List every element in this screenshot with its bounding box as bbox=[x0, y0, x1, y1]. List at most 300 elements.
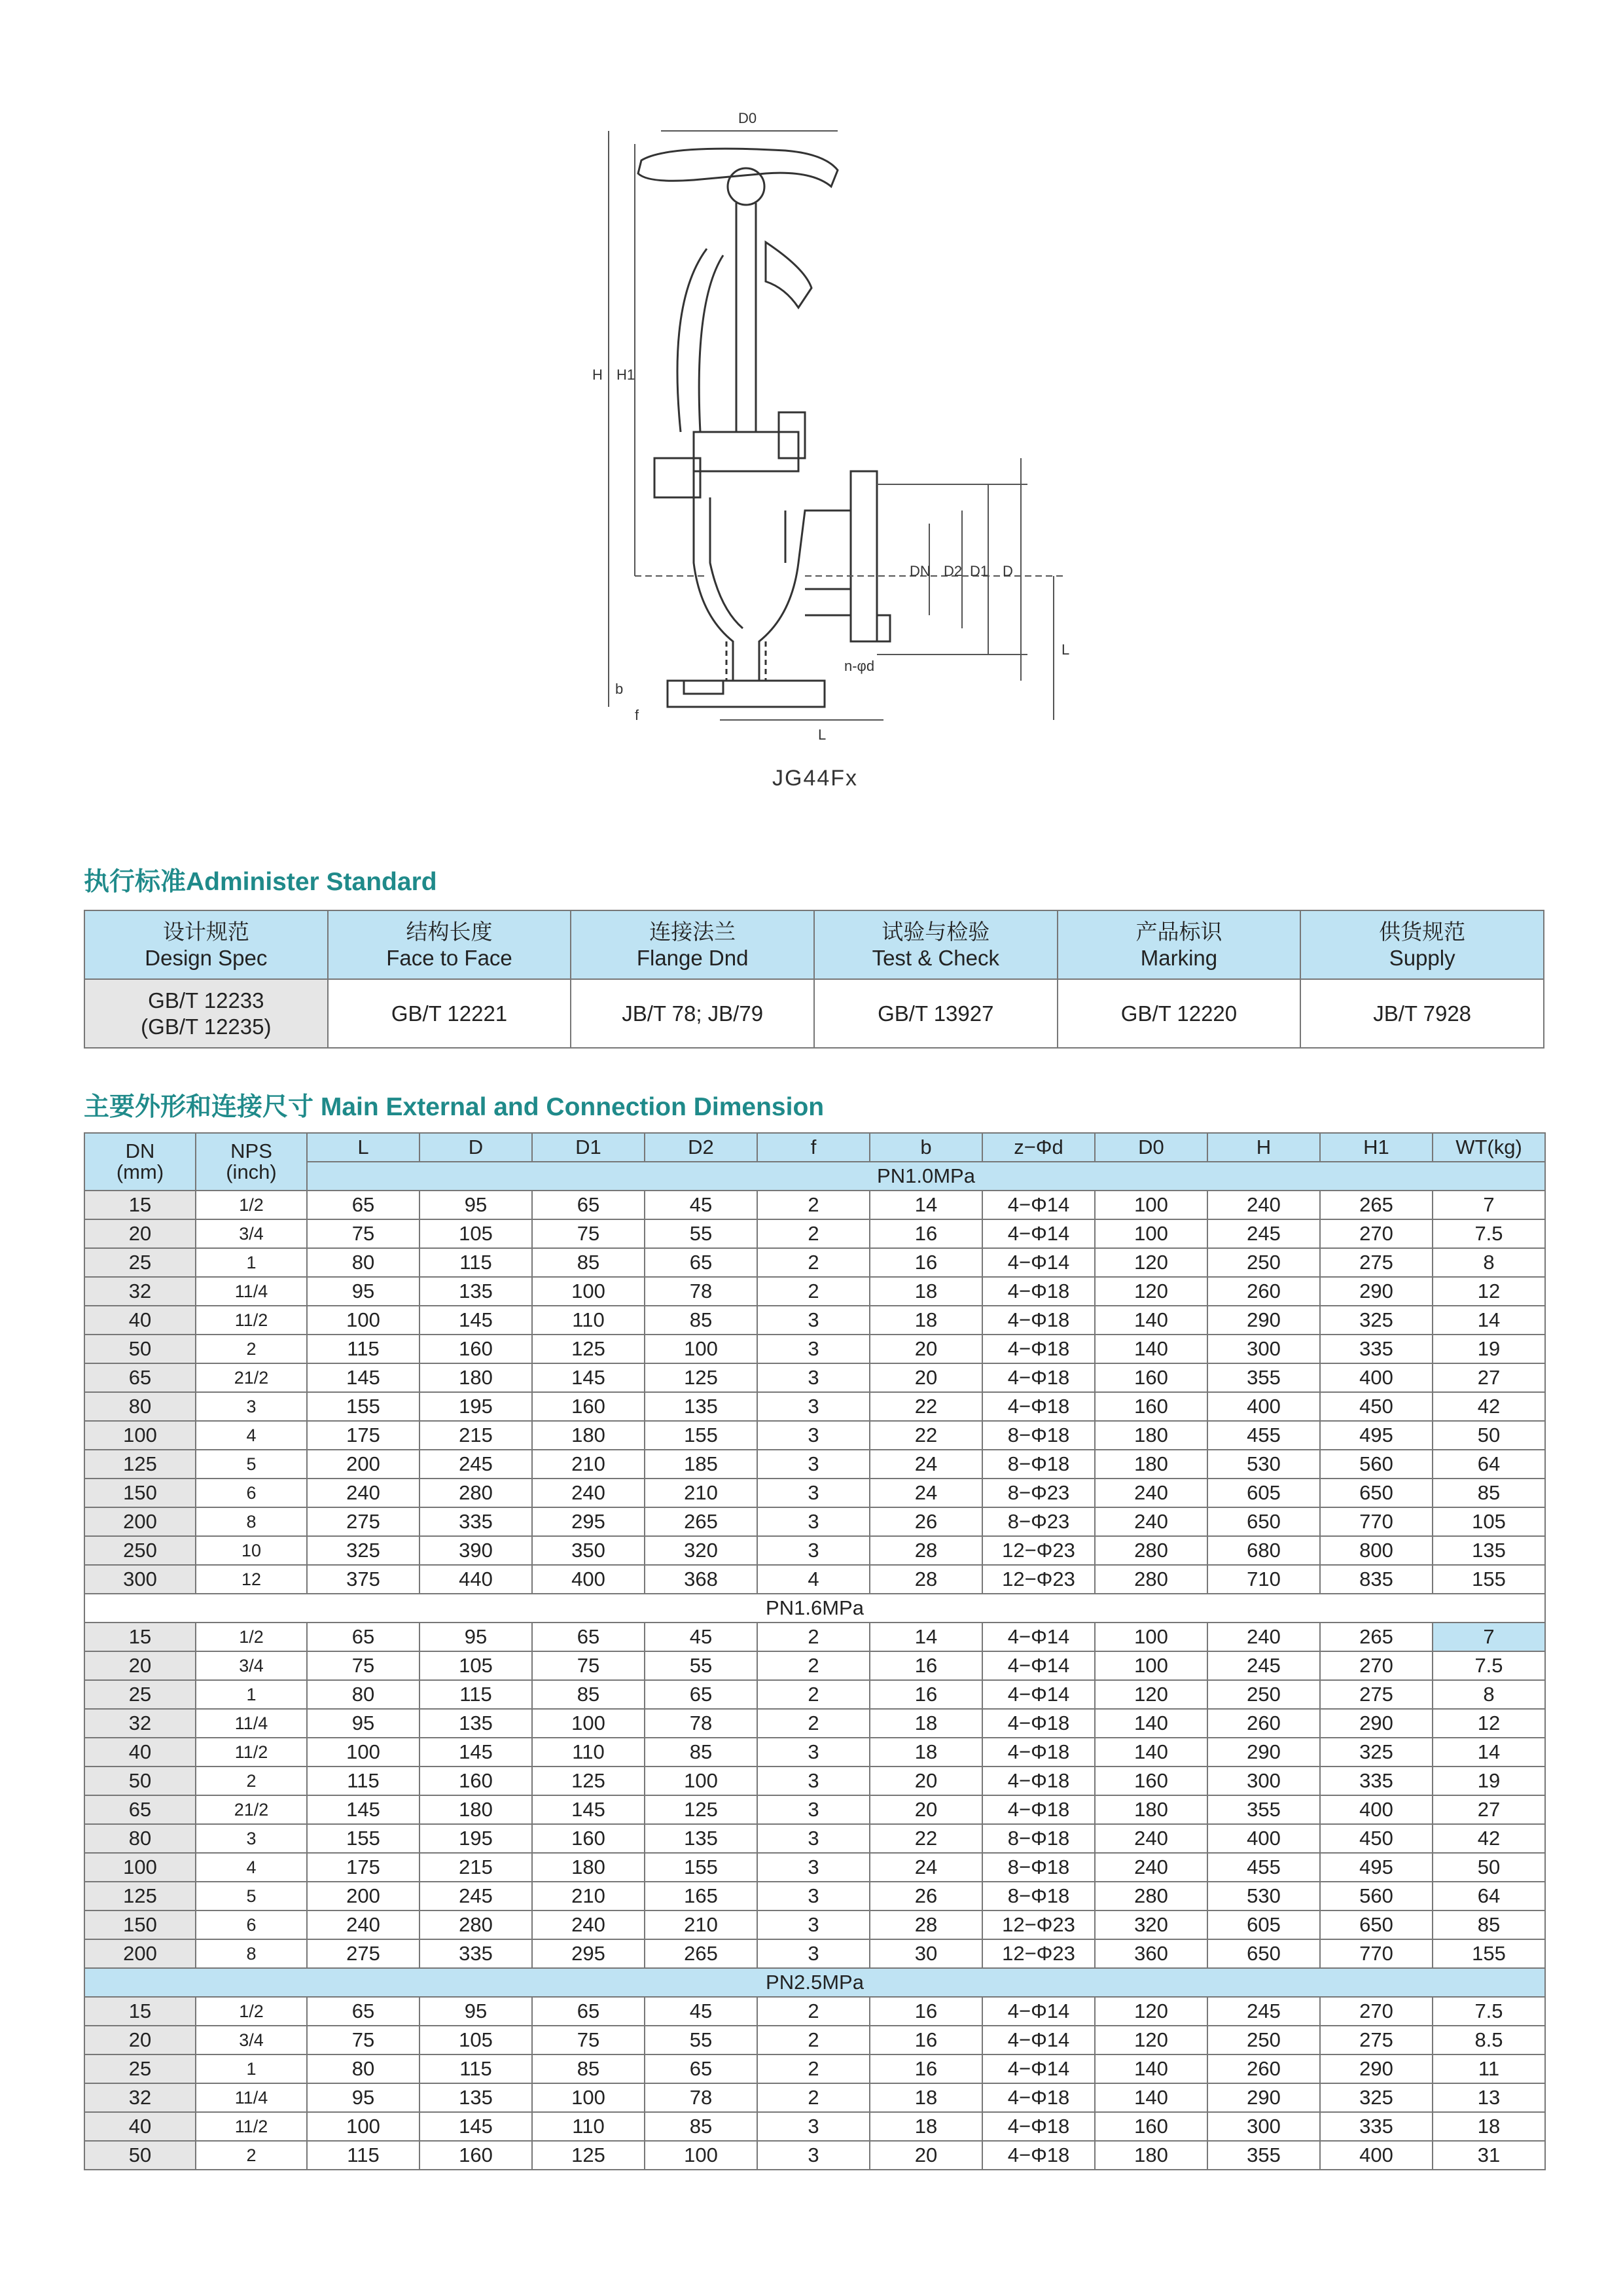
dim-label-f: f bbox=[635, 707, 639, 723]
table-cell: 180 bbox=[1095, 1421, 1207, 1450]
table-cell: 440 bbox=[419, 1565, 532, 1594]
table-cell: 4−Φ14 bbox=[982, 2026, 1095, 2054]
model-label: JG44Fx bbox=[772, 766, 859, 791]
table-cell: 240 bbox=[307, 1910, 419, 1939]
table-cell: 140 bbox=[1095, 1738, 1207, 1767]
table-cell: 3 bbox=[757, 1824, 870, 1853]
table-cell: 140 bbox=[1095, 2083, 1207, 2112]
table-cell: 275 bbox=[1320, 2026, 1433, 2054]
table-row bbox=[84, 1219, 1545, 1248]
table-cell: 3/4 bbox=[196, 1651, 307, 1680]
table-cell: 26 bbox=[870, 1507, 982, 1536]
column-header: WT(kg) bbox=[1433, 1133, 1545, 1162]
standard-value-cell bbox=[571, 979, 814, 1048]
table-cell: 2 bbox=[757, 1651, 870, 1680]
table-cell: 1/2 bbox=[196, 1191, 307, 1219]
table-cell: 8−Φ18 bbox=[982, 1824, 1095, 1853]
header-en: Supply bbox=[1389, 945, 1455, 970]
table-cell: 2 bbox=[196, 1767, 307, 1795]
table-cell: 1 bbox=[196, 2054, 307, 2083]
table-cell: 3/4 bbox=[196, 1219, 307, 1248]
header-zh: 供货规范 bbox=[1379, 919, 1466, 944]
table-cell: 95 bbox=[307, 2083, 419, 2112]
dim-label-d0: D0 bbox=[738, 110, 757, 126]
table-cell: 12 bbox=[196, 1565, 307, 1594]
header-zh: 试验与检验 bbox=[882, 919, 990, 944]
table-cell: 105 bbox=[419, 1219, 532, 1248]
table-cell: 135 bbox=[419, 1709, 532, 1738]
table-cell: 3 bbox=[757, 1939, 870, 1968]
table-cell: 8 bbox=[196, 1939, 307, 1968]
column-header: z−Φd bbox=[982, 1133, 1095, 1162]
table-cell: 200 bbox=[84, 1507, 196, 1536]
table-cell: 140 bbox=[1095, 2054, 1207, 2083]
pressure-class-label: PN1.0MPa bbox=[307, 1162, 1545, 1191]
table-cell: 95 bbox=[307, 1277, 419, 1306]
table-cell: 180 bbox=[1095, 1450, 1207, 1479]
table-cell: 455 bbox=[1207, 1421, 1320, 1450]
table-cell: 5 bbox=[196, 1882, 307, 1910]
table-cell: 280 bbox=[1095, 1536, 1207, 1565]
table-cell: 12−Φ23 bbox=[982, 1910, 1095, 1939]
column-header: f bbox=[757, 1133, 870, 1162]
table-cell: 115 bbox=[419, 2054, 532, 2083]
table-cell: 25 bbox=[84, 2054, 196, 2083]
table-cell: 80 bbox=[307, 1248, 419, 1277]
standard-value-cell bbox=[328, 979, 571, 1048]
handwheel-shape bbox=[638, 149, 838, 187]
table-cell: 8 bbox=[1433, 1680, 1545, 1709]
table-cell: 210 bbox=[532, 1882, 645, 1910]
header-en: Test & Check bbox=[872, 945, 999, 970]
table-cell: 65 bbox=[645, 2054, 757, 2083]
table-cell: 135 bbox=[645, 1392, 757, 1421]
table-cell: 65 bbox=[84, 1795, 196, 1824]
table-row bbox=[84, 1910, 1545, 1939]
table-cell: 24 bbox=[870, 1479, 982, 1507]
table-cell: 4 bbox=[757, 1565, 870, 1594]
table-row bbox=[84, 1536, 1545, 1565]
table-cell: 85 bbox=[532, 2054, 645, 2083]
standard-value: (GB/T 12235) bbox=[141, 1014, 272, 1039]
table-cell: 495 bbox=[1320, 1853, 1433, 1882]
table-cell: 240 bbox=[1095, 1479, 1207, 1507]
table-cell: 100 bbox=[307, 2112, 419, 2141]
table-cell: 3 bbox=[757, 1853, 870, 1882]
table-cell: 120 bbox=[1095, 1248, 1207, 1277]
table-cell: 55 bbox=[645, 1219, 757, 1248]
table-cell: 240 bbox=[1095, 1824, 1207, 1853]
table-cell: 115 bbox=[419, 1680, 532, 1709]
table-cell: 3 bbox=[757, 1882, 870, 1910]
table-cell: 140 bbox=[1095, 1709, 1207, 1738]
table-cell: 55 bbox=[645, 1651, 757, 1680]
table-cell: 50 bbox=[1433, 1853, 1545, 1882]
table-cell: 530 bbox=[1207, 1450, 1320, 1479]
table-cell: 180 bbox=[1095, 2141, 1207, 2170]
table-cell: 85 bbox=[645, 1306, 757, 1335]
table-cell: 495 bbox=[1320, 1421, 1433, 1450]
table-cell: 120 bbox=[1095, 1997, 1207, 2026]
table-cell: 4−Φ14 bbox=[982, 1651, 1095, 1680]
dim-label-l-bottom: L bbox=[818, 726, 827, 743]
table-cell: 135 bbox=[419, 1277, 532, 1306]
table-cell: 680 bbox=[1207, 1536, 1320, 1565]
header-dn-line: DN bbox=[125, 1139, 155, 1162]
valve-drawing bbox=[569, 92, 1119, 812]
table-cell: 24 bbox=[870, 1853, 982, 1882]
table-cell: 100 bbox=[532, 1709, 645, 1738]
table-cell: 770 bbox=[1320, 1507, 1433, 1536]
table-cell: 3 bbox=[757, 2141, 870, 2170]
table-cell: 45 bbox=[645, 1191, 757, 1219]
table-cell: 120 bbox=[1095, 1680, 1207, 1709]
table-cell: 100 bbox=[84, 1421, 196, 1450]
standard-value: JB/T 7928 bbox=[1373, 1001, 1472, 1026]
table-cell: 270 bbox=[1320, 1651, 1433, 1680]
table-cell: 215 bbox=[419, 1853, 532, 1882]
pressure-class-label: PN2.5MPa bbox=[84, 1968, 1545, 1997]
table-cell: 18 bbox=[870, 2083, 982, 2112]
table-cell: 155 bbox=[307, 1824, 419, 1853]
table-cell: 2 bbox=[757, 2083, 870, 2112]
table-cell: 180 bbox=[532, 1853, 645, 1882]
table-cell: 300 bbox=[84, 1565, 196, 1594]
table-cell: 20 bbox=[870, 1363, 982, 1392]
table-cell: 300 bbox=[1207, 2112, 1320, 2141]
table-cell: 50 bbox=[84, 2141, 196, 2170]
header-nps-line: NPS bbox=[230, 1139, 272, 1162]
table-cell: 20 bbox=[870, 1335, 982, 1363]
table-cell: 1/2 bbox=[196, 1997, 307, 2026]
table-cell: 12−Φ23 bbox=[982, 1536, 1095, 1565]
table-cell: 245 bbox=[419, 1882, 532, 1910]
table-cell: 95 bbox=[419, 1191, 532, 1219]
table-cell: 375 bbox=[307, 1565, 419, 1594]
table-cell: 2 bbox=[757, 1191, 870, 1219]
table-cell: 145 bbox=[532, 1363, 645, 1392]
table-cell: 145 bbox=[419, 1738, 532, 1767]
table-cell: 290 bbox=[1207, 1738, 1320, 1767]
table-cell: 20 bbox=[84, 1219, 196, 1248]
table-row bbox=[84, 1191, 1545, 1219]
table-cell: 4−Φ14 bbox=[982, 1997, 1095, 2026]
table-cell: 155 bbox=[645, 1853, 757, 1882]
table-cell: 2 bbox=[757, 1219, 870, 1248]
table-cell: 2 bbox=[757, 2026, 870, 2054]
table-cell: 200 bbox=[307, 1882, 419, 1910]
column-header: H bbox=[1207, 1133, 1320, 1162]
table-cell: 8−Φ18 bbox=[982, 1853, 1095, 1882]
table-cell: 32 bbox=[84, 1277, 196, 1306]
table-cell: 32 bbox=[84, 1709, 196, 1738]
table-cell: 100 bbox=[645, 2141, 757, 2170]
table-cell: 160 bbox=[419, 2141, 532, 2170]
table-cell: 64 bbox=[1433, 1450, 1545, 1479]
table-cell: 8−Φ18 bbox=[982, 1421, 1095, 1450]
table-cell: 110 bbox=[532, 2112, 645, 2141]
table-cell: 335 bbox=[1320, 1335, 1433, 1363]
table-cell: 155 bbox=[645, 1421, 757, 1450]
table-cell: 240 bbox=[1207, 1623, 1320, 1651]
table-cell: 4−Φ14 bbox=[982, 2054, 1095, 2083]
table-cell: 3 bbox=[757, 1421, 870, 1450]
dim-label-d: D bbox=[1003, 563, 1013, 579]
table-cell: 4−Φ18 bbox=[982, 1709, 1095, 1738]
table-cell: 8 bbox=[196, 1507, 307, 1536]
table-cell: 16 bbox=[870, 2054, 982, 2083]
table-cell: 300 bbox=[1207, 1767, 1320, 1795]
table-cell: 560 bbox=[1320, 1882, 1433, 1910]
table-cell: 11/2 bbox=[196, 2112, 307, 2141]
table-row bbox=[84, 1248, 1545, 1277]
table-cell: 3 bbox=[757, 1910, 870, 1939]
table-cell: 19 bbox=[1433, 1767, 1545, 1795]
table-cell: 355 bbox=[1207, 2141, 1320, 2170]
table-cell: 160 bbox=[532, 1824, 645, 1853]
table-cell: 7 bbox=[1433, 1191, 1545, 1219]
table-cell: 560 bbox=[1320, 1450, 1433, 1479]
standard-value: JB/T 78; JB/79 bbox=[622, 1001, 764, 1026]
table-cell: 125 bbox=[532, 1767, 645, 1795]
table-cell: 4−Φ18 bbox=[982, 1306, 1095, 1335]
table-cell: 145 bbox=[419, 1306, 532, 1335]
table-cell: 75 bbox=[532, 1651, 645, 1680]
table-cell: 275 bbox=[1320, 1248, 1433, 1277]
table-cell: 2 bbox=[757, 2054, 870, 2083]
table-cell: 4−Φ18 bbox=[982, 1795, 1095, 1824]
dimension-section-title: 主要外形和连接尺寸 Main External and Connection Dimension bbox=[84, 1093, 825, 1121]
table-cell: 20 bbox=[870, 1795, 982, 1824]
header-nps-line: (inch) bbox=[226, 1160, 277, 1183]
table-cell: 2 bbox=[196, 2141, 307, 2170]
table-cell: 165 bbox=[645, 1882, 757, 1910]
table-cell: 125 bbox=[532, 1335, 645, 1363]
table-cell: 115 bbox=[419, 1248, 532, 1277]
table-cell: 240 bbox=[1095, 1507, 1207, 1536]
standard-header-cell bbox=[328, 910, 571, 979]
table-cell: 24 bbox=[870, 1450, 982, 1479]
table-row bbox=[84, 1882, 1545, 1910]
table-row bbox=[84, 1997, 1545, 2026]
table-cell: 45 bbox=[645, 1997, 757, 2026]
table-cell: 335 bbox=[1320, 1767, 1433, 1795]
header-en: Design Spec bbox=[145, 945, 268, 970]
table-row bbox=[84, 1479, 1545, 1507]
table-cell: 3 bbox=[196, 1824, 307, 1853]
table-cell: 355 bbox=[1207, 1363, 1320, 1392]
table-cell: 355 bbox=[1207, 1795, 1320, 1824]
table-cell: 800 bbox=[1320, 1536, 1433, 1565]
table-cell: 3 bbox=[757, 1392, 870, 1421]
table-cell: 1 bbox=[196, 1248, 307, 1277]
table-cell: 14 bbox=[870, 1623, 982, 1651]
table-row bbox=[84, 1824, 1545, 1853]
table-cell: 22 bbox=[870, 1392, 982, 1421]
table-cell: 115 bbox=[307, 2141, 419, 2170]
table-cell: 14 bbox=[1433, 1306, 1545, 1335]
table-cell: 14 bbox=[1433, 1738, 1545, 1767]
table-cell: 155 bbox=[1433, 1565, 1545, 1594]
table-cell: 100 bbox=[1095, 1219, 1207, 1248]
table-cell: 12 bbox=[1433, 1277, 1545, 1306]
table-cell: 210 bbox=[532, 1450, 645, 1479]
table-cell: 20 bbox=[870, 1767, 982, 1795]
standard-value-cell bbox=[1058, 979, 1301, 1048]
table-cell: 100 bbox=[1095, 1651, 1207, 1680]
table-cell: 160 bbox=[1095, 1392, 1207, 1421]
table-cell: 605 bbox=[1207, 1910, 1320, 1939]
table-cell: 195 bbox=[419, 1392, 532, 1421]
table-cell: 245 bbox=[1207, 1997, 1320, 2026]
table-cell: 3 bbox=[757, 1738, 870, 1767]
table-cell: 100 bbox=[307, 1306, 419, 1335]
table-cell: 7.5 bbox=[1433, 1997, 1545, 2026]
table-cell: 105 bbox=[1433, 1507, 1545, 1536]
table-cell: 20 bbox=[870, 2141, 982, 2170]
table-cell: 100 bbox=[307, 1738, 419, 1767]
table-cell: 155 bbox=[1433, 1939, 1545, 1968]
table-cell: 18 bbox=[870, 1306, 982, 1335]
table-cell: 150 bbox=[84, 1479, 196, 1507]
table-cell: 210 bbox=[645, 1479, 757, 1507]
table-cell: 450 bbox=[1320, 1392, 1433, 1421]
table-cell: 135 bbox=[645, 1824, 757, 1853]
table-cell: 75 bbox=[307, 1651, 419, 1680]
table-cell: 260 bbox=[1207, 1709, 1320, 1738]
table-cell: 3 bbox=[196, 1392, 307, 1421]
pressure-class-label: PN1.6MPa bbox=[84, 1594, 1545, 1623]
dimension-table bbox=[84, 1132, 1546, 2170]
table-cell: 75 bbox=[532, 1219, 645, 1248]
table-cell: 42 bbox=[1433, 1392, 1545, 1421]
table-cell: 8 bbox=[1433, 1248, 1545, 1277]
table-cell: 280 bbox=[1095, 1565, 1207, 1594]
table-cell: 50 bbox=[84, 1335, 196, 1363]
table-cell: 65 bbox=[532, 1191, 645, 1219]
table-row bbox=[84, 1853, 1545, 1882]
table-cell: 335 bbox=[419, 1939, 532, 1968]
table-cell: 21/2 bbox=[196, 1363, 307, 1392]
table-cell: 95 bbox=[419, 1623, 532, 1651]
column-header: D bbox=[419, 1133, 532, 1162]
table-row bbox=[84, 1795, 1545, 1824]
table-cell: 300 bbox=[1207, 1335, 1320, 1363]
table-cell: 75 bbox=[532, 2026, 645, 2054]
header-en: Marking bbox=[1140, 945, 1218, 970]
column-header: H1 bbox=[1320, 1133, 1433, 1162]
table-row bbox=[84, 1363, 1545, 1392]
table-cell: 2 bbox=[757, 1709, 870, 1738]
table-cell: 1 bbox=[196, 1680, 307, 1709]
table-cell: 22 bbox=[870, 1421, 982, 1450]
table-cell: 110 bbox=[532, 1306, 645, 1335]
table-cell: 115 bbox=[307, 1335, 419, 1363]
table-cell: 450 bbox=[1320, 1824, 1433, 1853]
table-cell: 400 bbox=[1320, 1363, 1433, 1392]
table-cell: 8−Φ23 bbox=[982, 1507, 1095, 1536]
table-cell: 125 bbox=[645, 1795, 757, 1824]
table-cell: 260 bbox=[1207, 1277, 1320, 1306]
table-cell: 65 bbox=[645, 1680, 757, 1709]
table-cell: 8.5 bbox=[1433, 2026, 1545, 2054]
table-row bbox=[84, 2083, 1545, 2112]
table-cell: 105 bbox=[419, 2026, 532, 2054]
table-cell: 85 bbox=[532, 1248, 645, 1277]
table-cell: 275 bbox=[307, 1507, 419, 1536]
table-cell: 250 bbox=[84, 1536, 196, 1565]
table-cell: 3 bbox=[757, 1507, 870, 1536]
header-zh: 连接法兰 bbox=[649, 919, 736, 944]
table-row bbox=[84, 1709, 1545, 1738]
table-cell: 11/2 bbox=[196, 1738, 307, 1767]
standard-value: GB/T 12221 bbox=[391, 1001, 508, 1026]
table-cell: 325 bbox=[1320, 1738, 1433, 1767]
table-cell: 135 bbox=[419, 2083, 532, 2112]
table-cell: 85 bbox=[645, 1738, 757, 1767]
table-row bbox=[84, 1392, 1545, 1421]
table-cell: 3 bbox=[757, 1306, 870, 1335]
header-zh: 产品标识 bbox=[1135, 919, 1222, 944]
table-row bbox=[84, 1680, 1545, 1709]
table-cell: 175 bbox=[307, 1853, 419, 1882]
table-cell: 16 bbox=[870, 1219, 982, 1248]
table-cell: 32 bbox=[84, 2083, 196, 2112]
table-cell: 835 bbox=[1320, 1565, 1433, 1594]
table-cell: 28 bbox=[870, 1565, 982, 1594]
table-cell: 10 bbox=[196, 1536, 307, 1565]
table-cell: 4−Φ14 bbox=[982, 1248, 1095, 1277]
table-row bbox=[84, 1507, 1545, 1536]
table-cell: 2 bbox=[757, 1680, 870, 1709]
table-cell: 85 bbox=[1433, 1479, 1545, 1507]
column-header: D1 bbox=[532, 1133, 645, 1162]
table-cell: 335 bbox=[419, 1507, 532, 1536]
standard-value-cell bbox=[84, 979, 328, 1048]
table-cell: 245 bbox=[1207, 1651, 1320, 1680]
standard-header-cell bbox=[1300, 910, 1544, 979]
table-cell: 31 bbox=[1433, 2141, 1545, 2170]
table-cell: 4−Φ14 bbox=[982, 1191, 1095, 1219]
table-row bbox=[84, 1277, 1545, 1306]
table-cell: 250 bbox=[1207, 2026, 1320, 2054]
table-cell: 85 bbox=[532, 1680, 645, 1709]
table-cell: 4−Φ18 bbox=[982, 2141, 1095, 2170]
standard-header-cell bbox=[1058, 910, 1301, 979]
table-cell: 145 bbox=[419, 2112, 532, 2141]
table-cell: 4−Φ14 bbox=[982, 1219, 1095, 1248]
table-cell: 100 bbox=[645, 1767, 757, 1795]
table-cell: 65 bbox=[645, 1248, 757, 1277]
standard-table bbox=[84, 910, 1544, 1049]
table-cell: 325 bbox=[1320, 1306, 1433, 1335]
table-cell: 4−Φ18 bbox=[982, 1392, 1095, 1421]
table-cell: 16 bbox=[870, 1997, 982, 2026]
header-dn-line: (mm) bbox=[116, 1160, 164, 1183]
table-cell: 78 bbox=[645, 1277, 757, 1306]
table-cell: 4−Φ14 bbox=[982, 1680, 1095, 1709]
table-cell: 2 bbox=[196, 1335, 307, 1363]
table-cell: 85 bbox=[645, 2112, 757, 2141]
table-cell: 290 bbox=[1320, 1709, 1433, 1738]
header-nps bbox=[196, 1133, 307, 1191]
table-cell: 15 bbox=[84, 1623, 196, 1651]
table-cell: 160 bbox=[419, 1767, 532, 1795]
table-cell: 180 bbox=[419, 1363, 532, 1392]
table-cell: 160 bbox=[1095, 1767, 1207, 1795]
table-cell: 18 bbox=[870, 2112, 982, 2141]
table-cell: 390 bbox=[419, 1536, 532, 1565]
